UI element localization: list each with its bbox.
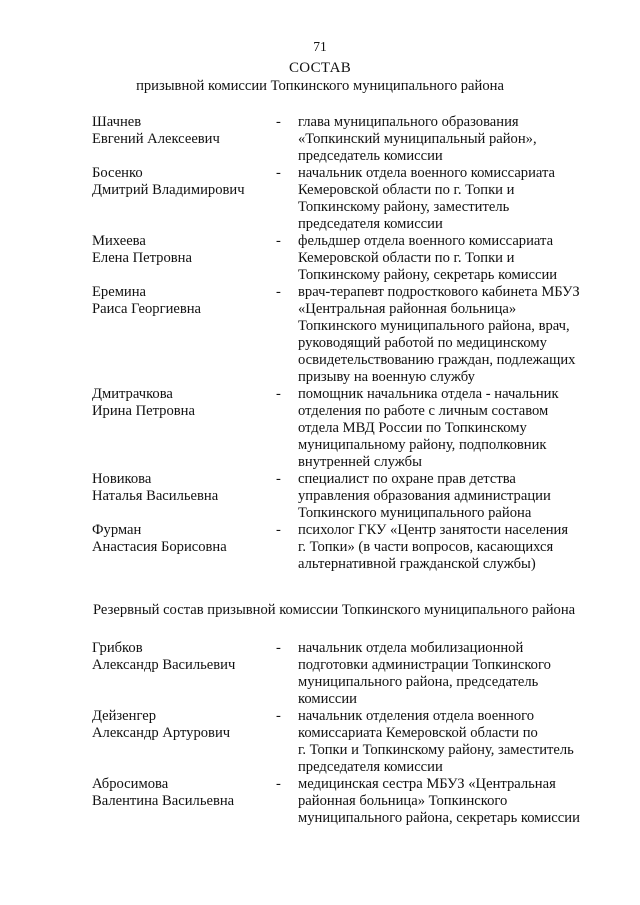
- member-name: [92, 708, 276, 742]
- member-surname: Шачнев: [92, 114, 142, 130]
- member-role-line: Топкинскому району, секретарь комиссии: [298, 267, 558, 283]
- member-role-line: специалист по охране прав детства: [298, 471, 516, 487]
- member-role-line: муниципального района, председатель: [298, 674, 539, 690]
- member-role-line: фельдшер отдела военного комиссариата: [298, 233, 554, 249]
- member-name: [92, 284, 276, 318]
- separator-dash: -: [276, 708, 281, 724]
- member-role: [298, 165, 598, 233]
- separator-dash: -: [276, 284, 281, 300]
- member-role: [298, 284, 598, 386]
- member-role-line: председатель комиссии: [298, 148, 443, 164]
- member-name: [92, 233, 276, 267]
- member-role-line: Кемеровской области по г. Топки и: [298, 250, 515, 266]
- member-role-line: муниципального района, секретарь комиссии: [298, 810, 580, 826]
- member-role-line: руководящий работой по медицинскому: [298, 335, 547, 351]
- member-given-names: Александр Васильевич: [92, 657, 236, 673]
- member-entry: [92, 284, 612, 386]
- member-role-line: комиссии: [298, 691, 357, 707]
- member-role-line: врач-терапевт подросткового кабинета МБУЗ: [298, 284, 580, 300]
- member-role-line: начальник отдела мобилизационной: [298, 640, 524, 656]
- separator-dash: -: [276, 233, 281, 249]
- member-role-line: подготовки администрации Топкинского: [298, 657, 551, 673]
- member-role: [298, 708, 598, 776]
- member-name: [92, 165, 276, 199]
- member-role-line: г. Топки» (в части вопросов, касающихся: [298, 539, 554, 555]
- member-entry: [92, 471, 612, 522]
- member-role-line: г. Топки и Топкинскому району, заместитель: [298, 742, 574, 758]
- member-role-line: районная больница» Топкинского: [298, 793, 508, 809]
- member-name: [92, 386, 276, 420]
- member-role-line: управления образования администрации: [298, 488, 551, 504]
- member-role: [298, 640, 598, 708]
- member-role: [298, 114, 598, 165]
- member-surname: Грибков: [92, 640, 143, 656]
- member-role-line: альтернативной гражданской службы): [298, 556, 536, 572]
- commission-member-list: [92, 114, 612, 573]
- member-surname: Михеева: [92, 233, 146, 249]
- member-role-line: председателя комиссии: [298, 216, 443, 232]
- member-given-names: Александр Артурович: [92, 725, 231, 741]
- separator-dash: -: [276, 114, 281, 130]
- member-given-names: Евгений Алексеевич: [92, 131, 220, 147]
- separator-dash: -: [276, 386, 281, 402]
- member-role: [298, 233, 598, 284]
- member-role-line: Топкинского муниципального района: [298, 505, 532, 521]
- document-subtitle: призывной комиссии Топкинского муниципального района: [136, 78, 504, 94]
- member-role-line: председателя комиссии: [298, 759, 443, 775]
- member-role-line: Топкинского муниципального района, врач,: [298, 318, 570, 334]
- member-role-line: начальник отделения отдела военного: [298, 708, 535, 724]
- separator-dash: -: [276, 471, 281, 487]
- member-surname: Фурман: [92, 522, 142, 538]
- member-entry: [92, 165, 612, 233]
- member-given-names: Дмитрий Владимирович: [92, 182, 245, 198]
- member-surname: Абросимова: [92, 776, 169, 792]
- member-role-line: «Центральная районная больница»: [298, 301, 517, 317]
- member-entry: [92, 233, 612, 284]
- member-role-line: внутренней службы: [298, 454, 422, 470]
- member-entry: [92, 386, 612, 471]
- member-role-line: отделения по работе с личным составом: [298, 403, 549, 419]
- member-role-line: призыву на военную службу: [298, 369, 475, 385]
- member-entry: [92, 640, 612, 708]
- member-entry: [92, 708, 612, 776]
- member-name: [92, 522, 276, 556]
- member-surname: Дейзенгер: [92, 708, 157, 724]
- member-name: [92, 471, 276, 505]
- reserve-section-heading: Резервный состав призывной комиссии Топкинского муниципального района: [93, 602, 576, 618]
- member-given-names: Валентина Васильевна: [92, 793, 235, 809]
- member-given-names: Анастасия Борисовна: [92, 539, 227, 555]
- member-role-line: медицинская сестра МБУЗ «Центральная: [298, 776, 556, 792]
- member-role: [298, 386, 598, 471]
- member-given-names: Наталья Васильевна: [92, 488, 219, 504]
- member-role-line: глава муниципального образования: [298, 114, 519, 130]
- page-number: 71: [313, 39, 327, 54]
- member-role: [298, 471, 598, 522]
- member-role-line: Кемеровской области по г. Топки и: [298, 182, 515, 198]
- member-entry: [92, 114, 612, 165]
- separator-dash: -: [276, 165, 281, 181]
- member-role: [298, 776, 598, 827]
- member-role-line: «Топкинский муниципальный район»,: [298, 131, 537, 147]
- member-surname: Босенко: [92, 165, 143, 181]
- member-name: [92, 776, 276, 810]
- member-name: [92, 640, 276, 674]
- document-title: СОСТАВ: [288, 60, 352, 76]
- member-role-line: освидетельствованию граждан, подлежащих: [298, 352, 576, 368]
- separator-dash: -: [276, 640, 281, 656]
- member-given-names: Раиса Георгиевна: [92, 301, 202, 317]
- member-role-line: муниципальному району, подполковник: [298, 437, 547, 453]
- member-role-line: Топкинскому району, заместитель: [298, 199, 510, 215]
- member-role-line: комиссариата Кемеровской области по: [298, 725, 538, 741]
- member-name: [92, 114, 276, 148]
- separator-dash: -: [276, 776, 281, 792]
- member-surname: Дмитрачкова: [92, 386, 173, 402]
- member-role-line: начальник отдела военного комиссариата: [298, 165, 556, 181]
- member-role-line: помощник начальника отдела - начальник: [298, 386, 559, 402]
- member-role: [298, 522, 598, 573]
- member-role-line: отдела МВД России по Топкинскому: [298, 420, 527, 436]
- separator-dash: -: [276, 522, 281, 538]
- member-entry: [92, 522, 612, 573]
- member-entry: [92, 776, 612, 827]
- member-given-names: Ирина Петровна: [92, 403, 195, 419]
- member-role-line: психолог ГКУ «Центр занятости населения: [298, 522, 569, 538]
- member-given-names: Елена Петровна: [92, 250, 192, 266]
- reserve-member-list: [92, 640, 612, 827]
- member-surname: Новикова: [92, 471, 152, 487]
- member-surname: Еремина: [92, 284, 147, 300]
